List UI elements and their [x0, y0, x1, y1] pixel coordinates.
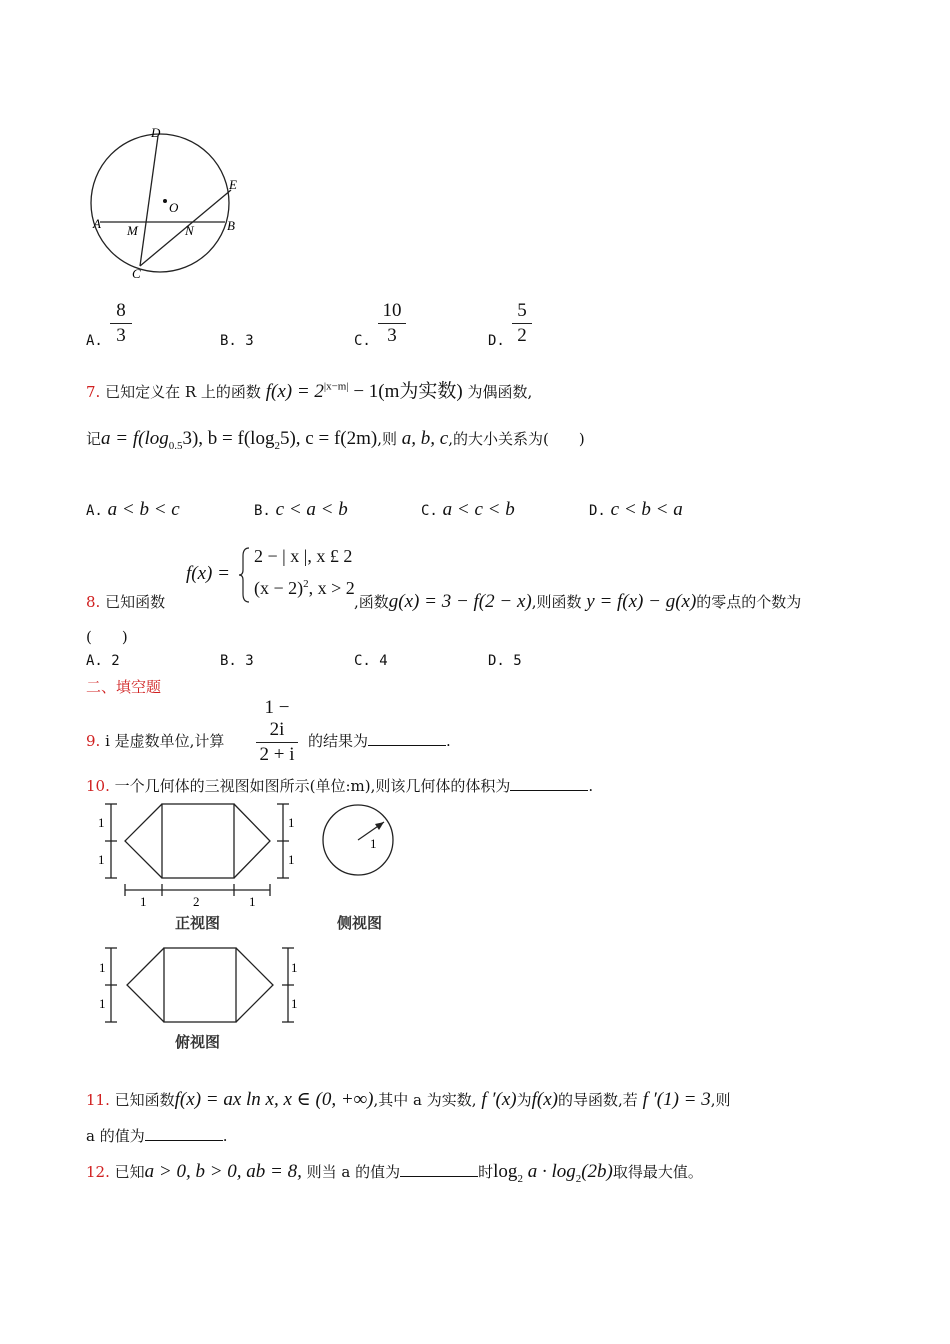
q8-option-d: D. 5: [488, 653, 522, 669]
q6-option-c-fraction: 10 3: [378, 300, 406, 347]
q11-formula: f(x) = ax ln x, x ∈ (0, +∞): [174, 1089, 374, 1110]
front-dim-bottom-middle: 2: [193, 894, 200, 909]
q8-case1: 2 − | x |, x £ 2: [254, 546, 353, 566]
q6-option-c-label: C.: [354, 333, 371, 349]
q7-formula: $f(x) = 2^{|x-m|} - 1(m$为实数): [265, 380, 463, 402]
q6-option-a-fraction: [110, 300, 132, 347]
q12-number: 12.: [86, 1163, 110, 1181]
top-dim-left-top: 1: [99, 960, 106, 975]
q7-text2: 为偶函数,: [467, 383, 533, 401]
q7-number: 7.: [86, 383, 101, 401]
label-o: O: [169, 200, 179, 215]
q11-answer-blank[interactable]: [145, 1126, 223, 1141]
label-m: M: [127, 223, 138, 238]
label-n: N: [185, 223, 194, 238]
top-view-caption: 俯视图: [175, 1033, 221, 1051]
q9-fraction: 1 − 2i 2 + i: [256, 697, 298, 766]
q8-piecewise-lhs: f(x) =: [186, 563, 230, 584]
q12-line: 12. 已知a > 0, b > 0, ab = 8, 则当 a 的值为 时$\log_2 a \cdot \log_2(2b)$取得最大值。: [86, 1161, 703, 1185]
q6-option-b: B. 3: [220, 333, 254, 349]
q11-number: 11.: [86, 1091, 110, 1109]
front-dim-left-bottom: 1: [98, 852, 105, 867]
q9-answer-blank[interactable]: [368, 731, 446, 746]
q6-option-d-label: D.: [488, 333, 505, 349]
front-dim-bottom-right: 1: [249, 894, 256, 909]
front-dim-right-bottom: 1: [288, 852, 295, 867]
q7-line2: 记$a = f(\log_{0.5}3)$, $b = f(\log_25)$, c = f(2m),则 a, b, c,的大小关系为( ): [86, 428, 585, 452]
front-view-figure: [92, 798, 302, 910]
q6-option-d-fraction: 5 2: [512, 300, 532, 347]
front-view-caption: 正视图: [175, 914, 221, 932]
q8-line1-rest: ,函数g(x) = 3 − f(2 − x),则函数 y = f(x) − g(x)的零点的个数为: [354, 591, 802, 612]
side-view-caption: 侧视图: [337, 914, 383, 932]
q6-option-a-label: A.: [86, 333, 103, 349]
q7-option-a: A. a < b < c: [86, 499, 180, 520]
q9-text2: 的结果为 .: [308, 732, 451, 750]
label-a: A: [93, 216, 101, 231]
label-d: D: [151, 125, 161, 140]
q8-paren: ( ): [86, 628, 128, 646]
q8-option-a: A. 2: [86, 653, 120, 669]
q11-line2: a 的值为 .: [86, 1127, 228, 1145]
q8-line1-start: 8. 已知函数: [86, 593, 166, 611]
front-dim-bottom-left: 1: [140, 894, 147, 909]
q12-expression: $\log_2 a \cdot \log_2(2b)$: [493, 1161, 613, 1185]
front-dim-right-top: 1: [288, 815, 295, 830]
side-view-figure: [318, 800, 400, 882]
q10-answer-blank[interactable]: [510, 776, 588, 791]
q7-text1: 已知定义在 R 上的函数: [105, 383, 261, 401]
q7-option-c: C. a < c < b: [421, 499, 515, 520]
top-dim-right-top: 1: [291, 960, 298, 975]
q7-option-d: D. c < b < a: [589, 499, 683, 520]
q8-case2: $(x - 2)^2$, x > 2: [254, 578, 355, 598]
q7-option-b: B. c < a < b: [254, 499, 348, 520]
label-b: B: [227, 218, 235, 233]
q8-brace: [238, 546, 252, 604]
top-dim-right-bottom: 1: [291, 996, 298, 1011]
q8-option-b: B. 3: [220, 653, 254, 669]
q9-text: 9. i 是虚数单位,计算: [86, 732, 225, 750]
q8-number: 8.: [86, 593, 101, 611]
q12-answer-blank[interactable]: [400, 1162, 478, 1177]
top-dim-left-bottom: 1: [99, 996, 106, 1011]
side-dim-radius: 1: [370, 836, 377, 851]
q8-option-c: C. 4: [354, 653, 388, 669]
q10-number: 10.: [86, 777, 110, 795]
q6-a-den: 3: [116, 325, 126, 346]
q9-number: 9.: [86, 732, 101, 750]
label-e: E: [229, 177, 237, 192]
top-view-figure: [92, 942, 307, 1026]
circle-figure: [90, 120, 250, 285]
section-title-fill-in: 二、填空题: [86, 678, 162, 696]
q10-text: 10. 一个几何体的三视图如图所示(单位:m),则该几何体的体积为 .: [86, 777, 594, 795]
label-c: C: [132, 266, 141, 281]
q7-abc-definition: $a = f(\log_{0.5}3)$, $b = f(\log_25)$, c = f(2m): [101, 428, 378, 452]
q7-line1: [86, 376, 532, 403]
front-dim-left-top: 1: [98, 815, 105, 830]
q11-line1: 11. 已知函数f(x) = ax ln x, x ∈ (0, +∞),其中 a 为实数, f ′(x)为f(x)的导函数,若 f ′(1) = 3,则: [86, 1089, 731, 1110]
q6-a-num: 8: [116, 300, 126, 321]
